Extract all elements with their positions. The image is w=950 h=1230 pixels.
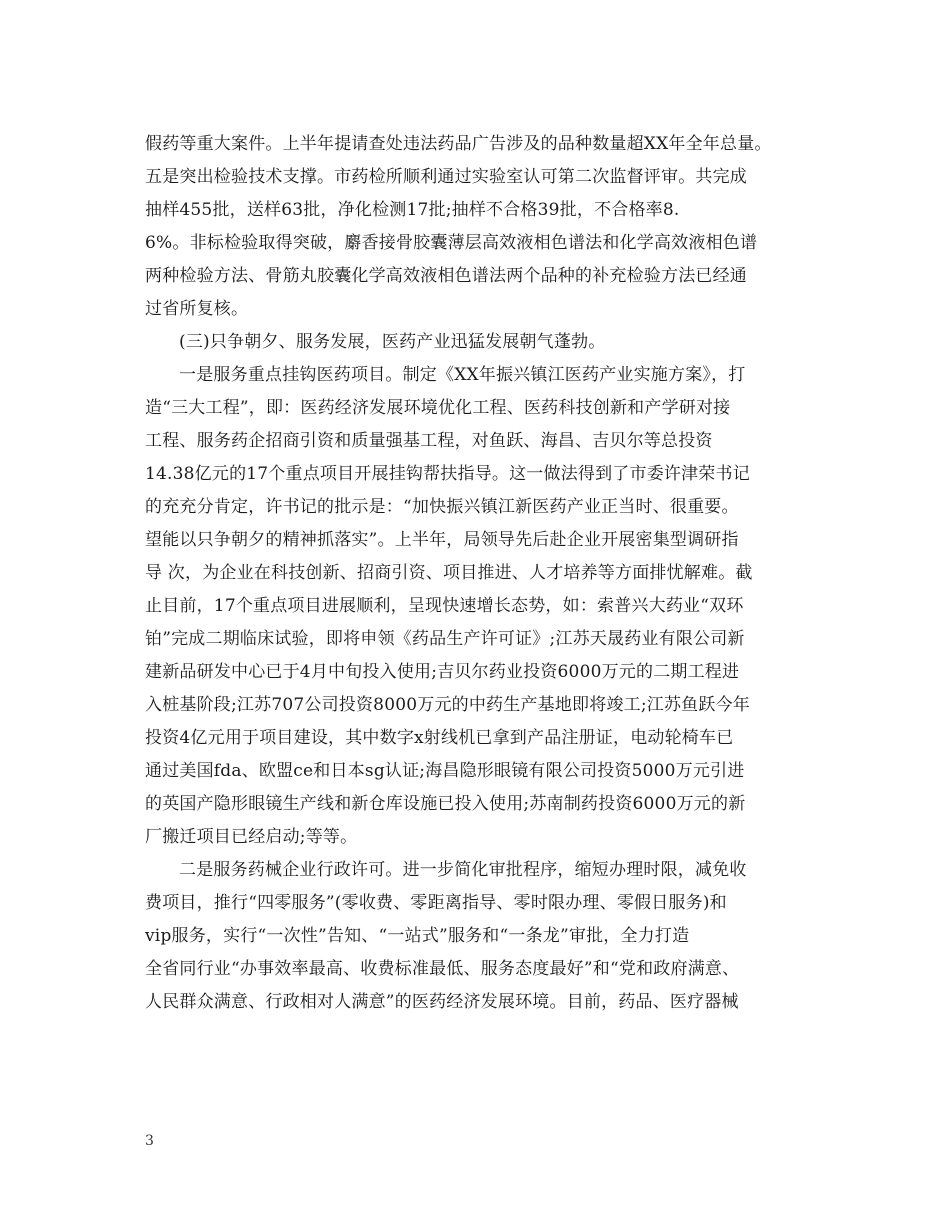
document-body	[145, 128, 825, 1019]
text-line: 五是突出检验技术支撑。市药检所顺利通过实验室认可第二次监督评审。共完成	[145, 167, 747, 187]
text-line: 两种检验方法、骨筋丸胶囊化学高效液相色谱法两个品种的补充检验方法已经通	[145, 266, 747, 286]
text-line: 14.38亿元的17个重点项目开展挂钩帮扶指导。这一做法得到了市委许津荣书记	[145, 464, 750, 484]
text-line: 投资4亿元用于项目建设，其中数字x射线机已拿到产品注册证，电动轮椅车已	[145, 728, 734, 748]
text-line: 二是服务药械企业行政许可。进一步简化审批程序，缩短办理时限，减免收	[179, 860, 747, 880]
text-line: 费项目，推行“四零服务”(零收费、零距离指导、零时限办理、零假日服务)和	[145, 893, 727, 913]
text-line: 止目前，17个重点项目进展顺利，呈现快速增长态势，如：索普兴大药业“双环	[145, 596, 744, 616]
text-line: 全省同行业“办事效率最高、收费标准最低、服务态度最好”和“党和政府满意、	[145, 959, 740, 979]
text-line: 厂搬迁项目已经启动;等等。	[145, 827, 358, 847]
text-line: 的充充分肯定，许书记的批示是：“加快振兴镇江新医药产业正当时、很重要。	[145, 497, 739, 517]
text-line: 通过美国fda、欧盟ce和日本sg认证;海昌隐形眼镜有限公司投资5000万元引进	[145, 761, 745, 781]
text-line: (三)只争朝夕、服务发展，医药产业迅猛发展朝气蓬勃。	[179, 332, 606, 352]
text-line: 过省所复核。	[145, 299, 249, 319]
text-line: 一是服务重点挂钩医药项目。制定《XX年振兴镇江医药产业实施方案》，打	[179, 365, 746, 385]
text-line: 铂”完成二期临床试验，即将申领《药品生产许可证》;江苏天晟药业有限公司新	[145, 629, 745, 649]
text-line: 抽样455批，送样63批，净化检测17批;抽样不合格39批，不合格率8.	[145, 200, 680, 220]
text-line: 的英国产隐形眼镜生产线和新仓库设施已投入使用;苏南制药投资6000万元的新	[145, 794, 746, 814]
text-line: vip服务，实行“一次性”告知、“一站式”服务和“一条龙”审批，全力打造	[145, 926, 690, 946]
text-line: 造“三大工程”，即：医药经济发展环境优化工程、医药科技创新和产学研对接	[145, 398, 731, 418]
page-number: 3	[145, 1133, 154, 1149]
text-line: 望能以只争朝夕的精神抓落实”。上半年，局领导先后赴企业开展密集型调研指	[145, 530, 739, 550]
text-line: 人民群众满意、行政相对人满意”的医药经济发展环境。目前，药品、医疗器械	[145, 992, 739, 1012]
text-line: 工程、服务药企招商引资和质量强基工程，对鱼跃、海昌、吉贝尔等总投资	[145, 431, 713, 451]
text-line: 6%。非标检验取得突破，麝香接骨胶囊薄层高效液相色谱法和化学高效液相色谱	[145, 233, 758, 253]
text-line: 入桩基阶段;江苏707公司投资8000万元的中药生产基地即将竣工;江苏鱼跃今年	[145, 695, 750, 715]
text-line: 假药等重大案件。上半年提请查处违法药品广告涉及的品种数量超XX年全年总量。	[145, 134, 772, 154]
text-line: 导 次，为企业在科技创新、招商引资、项目推进、人才培养等方面排忧解难。截	[145, 563, 753, 583]
text-line: 建新品研发中心已于4月中旬投入使用;吉贝尔药业投资6000万元的二期工程进	[145, 662, 740, 682]
